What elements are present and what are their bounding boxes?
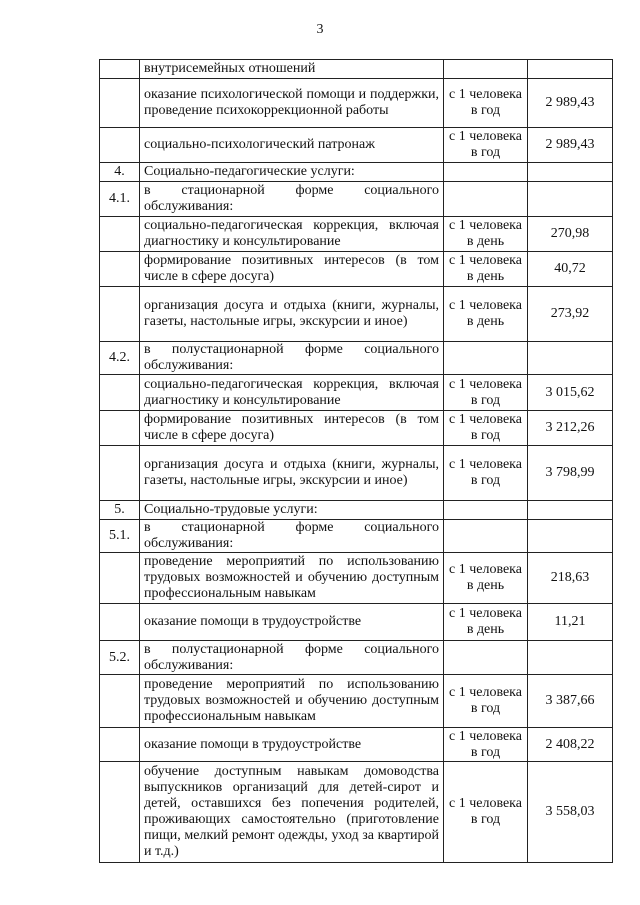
table-row (100, 79, 613, 128)
service-description: формирование позитивных интересов (в том числе в сфере досуга) (140, 411, 444, 446)
table-row (100, 287, 613, 342)
table-row (100, 520, 613, 553)
section-heading: Социально-педагогические услуги: (140, 163, 444, 182)
table-row (100, 501, 613, 520)
page-number: 3 (316, 22, 324, 37)
subsection-heading: в стационарной форме социального обслуживания: (140, 520, 444, 553)
price-cell: 273,92 (528, 287, 613, 342)
unit-cell: с 1 человека в год (444, 375, 528, 411)
table-row (100, 641, 613, 675)
unit-cell: с 1 человека в день (444, 553, 528, 604)
row-number: 4.2. (100, 342, 140, 375)
unit-cell: с 1 человека в день (444, 604, 528, 641)
price-cell: 3 015,62 (528, 375, 613, 411)
unit-cell (444, 501, 528, 520)
unit-cell: с 1 человека в день (444, 252, 528, 287)
price-cell: 3 212,26 (528, 411, 613, 446)
subsection-heading: в стационарной форме социального обслуживания: (140, 182, 444, 217)
unit-cell: с 1 человека в год (444, 79, 528, 128)
price-cell: 218,63 (528, 553, 613, 604)
row-number (100, 287, 140, 342)
row-number (100, 411, 140, 446)
price-cell: 2 989,43 (528, 128, 613, 163)
unit-cell (444, 342, 528, 375)
row-number (100, 60, 140, 79)
unit-cell (444, 641, 528, 675)
table-row (100, 762, 613, 863)
unit-cell: с 1 человека в день (444, 287, 528, 342)
row-number: 4. (100, 163, 140, 182)
row-number: 4.1. (100, 182, 140, 217)
service-description: проведение мероприятий по использованию трудовых возможностей и обучению доступным профессиональным навыкам (140, 553, 444, 604)
unit-cell: с 1 человека в год (444, 446, 528, 501)
unit-cell (444, 163, 528, 182)
service-description: социально-педагогическая коррекция, включая диагностику и консультирование (140, 217, 444, 252)
price-cell: 3 387,66 (528, 675, 613, 728)
row-number (100, 217, 140, 252)
service-description: обучение доступным навыкам домоводства выпускников организаций для детей-сирот и детей, оставшихся без попечения родителей, проживающих самостоятельно (приготовление пищи, мелкий ремонт одежды, уход за квартирой и т.д.) (140, 762, 444, 863)
price-cell: 11,21 (528, 604, 613, 641)
table-row (100, 128, 613, 163)
table-row (100, 728, 613, 762)
price-cell (528, 342, 613, 375)
price-cell (528, 60, 613, 79)
table-row (100, 375, 613, 411)
service-description: внутрисемейных отношений (140, 60, 444, 79)
service-description: организация досуга и отдыха (книги, журналы, газеты, настольные игры, экскурсии и иное) (140, 446, 444, 501)
price-cell: 3 558,03 (528, 762, 613, 863)
unit-cell: с 1 человека в день (444, 217, 528, 252)
unit-cell: с 1 человека в год (444, 675, 528, 728)
price-cell (528, 501, 613, 520)
table-row (100, 252, 613, 287)
price-cell (528, 182, 613, 217)
price-cell (528, 163, 613, 182)
price-cell (528, 520, 613, 553)
row-number (100, 375, 140, 411)
row-number (100, 675, 140, 728)
price-cell: 2 989,43 (528, 79, 613, 128)
price-cell: 40,72 (528, 252, 613, 287)
row-number (100, 553, 140, 604)
subsection-heading: в полустационарной форме социального обслуживания: (140, 342, 444, 375)
table-row (100, 182, 613, 217)
row-number (100, 604, 140, 641)
row-number (100, 762, 140, 863)
table-row (100, 411, 613, 446)
service-description: оказание помощи в трудоустройстве (140, 728, 444, 762)
subsection-heading: в полустационарной форме социального обслуживания: (140, 641, 444, 675)
service-description: социально-психологический патронаж (140, 128, 444, 163)
price-cell: 2 408,22 (528, 728, 613, 762)
price-cell (528, 641, 613, 675)
unit-cell: с 1 человека в год (444, 128, 528, 163)
section-heading: Социально-трудовые услуги: (140, 501, 444, 520)
price-cell: 270,98 (528, 217, 613, 252)
table-row (100, 553, 613, 604)
table-row (100, 675, 613, 728)
row-number: 5.2. (100, 641, 140, 675)
price-cell: 3 798,99 (528, 446, 613, 501)
row-number (100, 252, 140, 287)
table-row (100, 342, 613, 375)
unit-cell: с 1 человека в год (444, 728, 528, 762)
table-row (100, 163, 613, 182)
service-description: оказание помощи в трудоустройстве (140, 604, 444, 641)
table-row (100, 604, 613, 641)
row-number (100, 446, 140, 501)
table-row (100, 60, 613, 79)
row-number (100, 728, 140, 762)
unit-cell: с 1 человека в год (444, 762, 528, 863)
unit-cell (444, 60, 528, 79)
unit-cell (444, 520, 528, 553)
table-row (100, 446, 613, 501)
row-number (100, 79, 140, 128)
service-description: проведение мероприятий по использованию трудовых возможностей и обучению доступным профессиональным навыкам (140, 675, 444, 728)
service-description: социально-педагогическая коррекция, включая диагностику и консультирование (140, 375, 444, 411)
service-description: организация досуга и отдыха (книги, журналы, газеты, настольные игры, экскурсии и иное) (140, 287, 444, 342)
service-description: оказание психологической помощи и поддержки, проведение психокоррекционной работы (140, 79, 444, 128)
tariff-table (99, 59, 613, 863)
row-number (100, 128, 140, 163)
service-description: формирование позитивных интересов (в том числе в сфере досуга) (140, 252, 444, 287)
row-number: 5. (100, 501, 140, 520)
table-row (100, 217, 613, 252)
row-number: 5.1. (100, 520, 140, 553)
unit-cell: с 1 человека в год (444, 411, 528, 446)
unit-cell (444, 182, 528, 217)
